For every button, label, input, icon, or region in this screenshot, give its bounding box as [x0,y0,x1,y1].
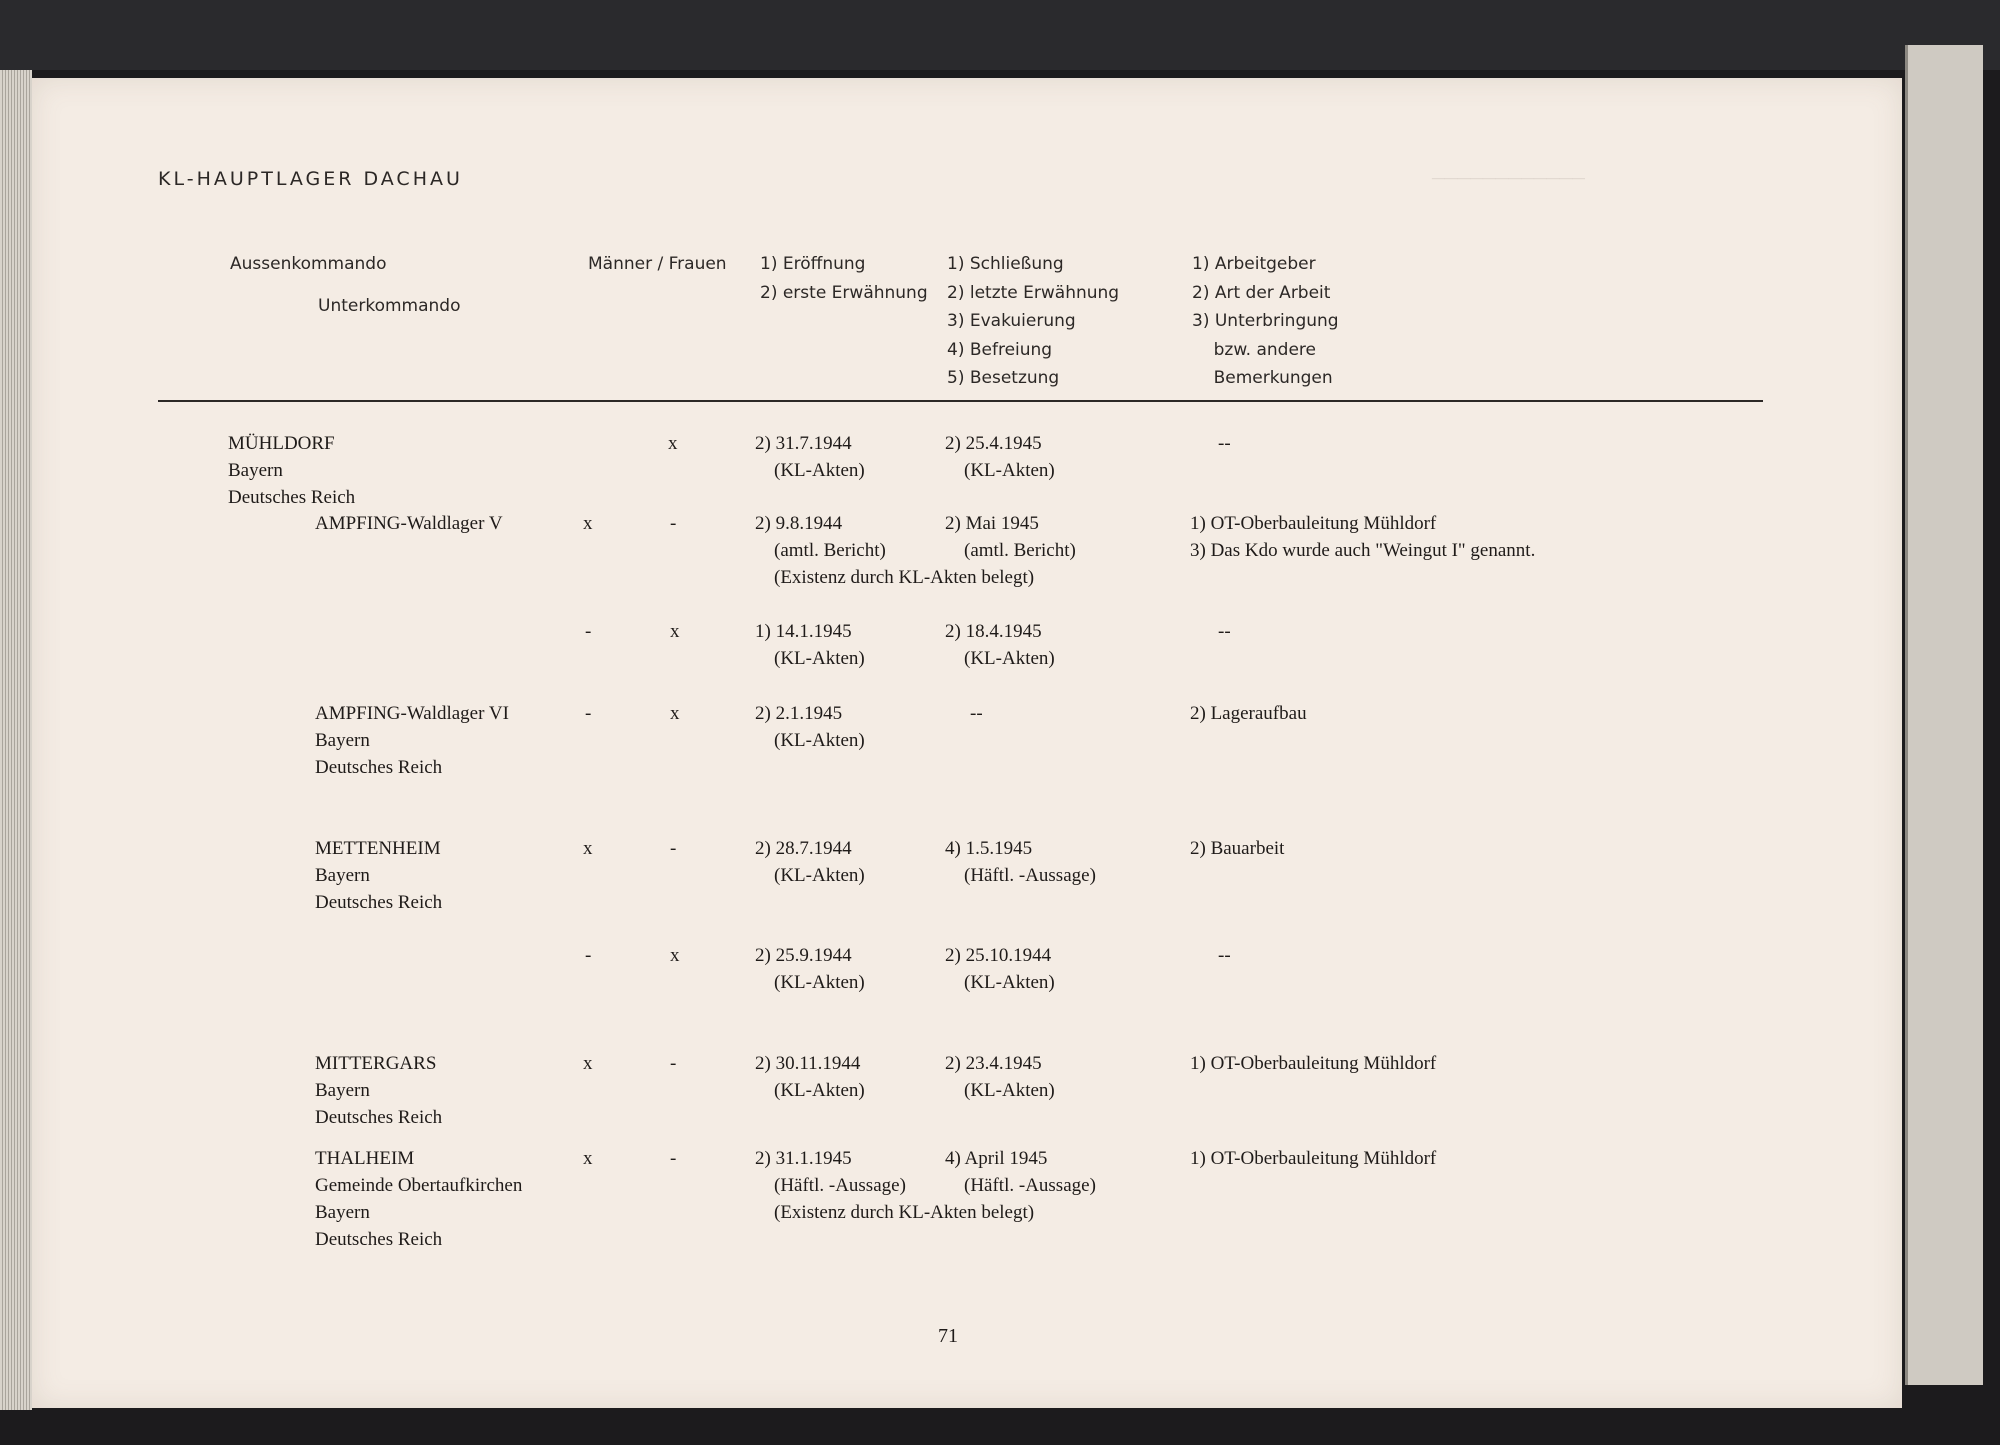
table-row-opened: 1) 14.1.1945 (KL-Akten) [755,621,865,669]
column-header-schliessung: 1) Schließung 2) letzte Erwähnung 3) Evakuierung 4) Befreiung 5) Besetzung [947,254,1120,388]
table-row-maenner: x [583,1053,593,1074]
table-row-closed: 2) 18.4.1945 (KL-Akten) [945,621,1055,669]
table-row-frauen: x [670,621,680,642]
table-row-maenner: x [583,838,593,859]
table-row-frauen: x [670,703,680,724]
table-row-closed: 2) Mai 1945 (amtl. Bericht) [945,513,1076,561]
table-row-name: AMPFING-Waldlager V [315,513,503,534]
table-row-maenner: x [583,1148,593,1169]
table-row-remarks: -- [1218,621,1231,642]
table-row-name: MITTERGARS Bayern Deutsches Reich [315,1053,443,1128]
table-row-closed: 4) April 1945 (Häftl. -Aussage) [945,1148,1096,1196]
table-row-opened: 2) 25.9.1944 (KL-Akten) [755,945,865,993]
table-row-remarks: -- [1218,433,1231,454]
table-row-name: METTENHEIM Bayern Deutsches Reich [315,838,443,913]
table-row-opened: 2) 30.11.1944 (KL-Akten) [755,1053,865,1101]
table-row-closed: -- [970,703,983,724]
book-page-edges [1905,45,1983,1385]
table-row-maenner: - [585,945,592,966]
book-binding-pages [0,70,32,1410]
table-row-frauen: - [670,513,677,534]
table-row-frauen: - [670,1053,677,1074]
table-row-opened: 2) 31.7.1944 (KL-Akten) [755,433,865,481]
table-row-remarks: 2) Bauarbeit [1190,838,1285,859]
table-row-opened: 2) 2.1.1945 (KL-Akten) [755,703,865,751]
page-number: 71 [938,1325,958,1347]
table-row-closed: 4) 1.5.1945 (Häftl. -Aussage) [945,838,1096,886]
show-through-text: ──────────── [1432,168,1586,188]
table-row-maenner: - [585,703,592,724]
header-rule [158,400,1763,402]
table-row-maenner: x [583,513,593,534]
column-header-maenner-frauen: Männer / Frauen [588,254,727,274]
table-row-frauen: x [670,945,680,966]
table-row-remarks: -- [1218,945,1231,966]
column-header-aussenkommando: Aussenkommando [230,254,387,274]
table-row-opened: 2) 9.8.1944 (amtl. Bericht) (Existenz durch KL-Akten belegt) [755,513,1035,588]
table-row-remarks: 1) OT-Oberbauleitung Mühldorf [1190,1148,1437,1169]
background-top [0,0,2000,70]
table-row-opened: 2) 31.1.1945 (Häftl. -Aussage) (Existenz durch KL-Akten belegt) [755,1148,1035,1223]
table-row-name: MÜHLDORF Bayern Deutsches Reich [228,433,356,508]
table-row-closed: 2) 23.4.1945 (KL-Akten) [945,1053,1055,1101]
table-row-name: THALHEIM Gemeinde Obertaufkirchen Bayern Deutsches Reich [315,1148,523,1250]
table-row-remarks: 1) OT-Oberbauleitung Mühldorf 3) Das Kdo wurde auch "Weingut I" genannt. [1190,513,1536,561]
table-row-frauen: - [670,838,677,859]
table-row-maenner: - [585,621,592,642]
column-header-arbeitgeber: 1) Arbeitgeber 2) Art der Arbeit 3) Unterbringung bzw. andere Bemerkungen [1192,254,1339,388]
table-row-remarks: 1) OT-Oberbauleitung Mühldorf [1190,1053,1437,1074]
table-row-maenner: x [668,433,678,454]
table-row-remarks: 2) Lageraufbau [1190,703,1307,724]
column-header-eroeffnung: 1) Eröffnung 2) erste Erwähnung [760,254,928,303]
table-row-closed: 2) 25.10.1944 (KL-Akten) [945,945,1055,993]
table-row-closed: 2) 25.4.1945 (KL-Akten) [945,433,1055,481]
table-row-name: AMPFING-Waldlager VI Bayern Deutsches Reich [315,703,509,778]
column-header-unterkommando: Unterkommando [318,296,461,316]
table-row-opened: 2) 28.7.1944 (KL-Akten) [755,838,865,886]
running-title: KL-HAUPTLAGER DACHAU [158,168,463,190]
table-row-frauen: - [670,1148,677,1169]
